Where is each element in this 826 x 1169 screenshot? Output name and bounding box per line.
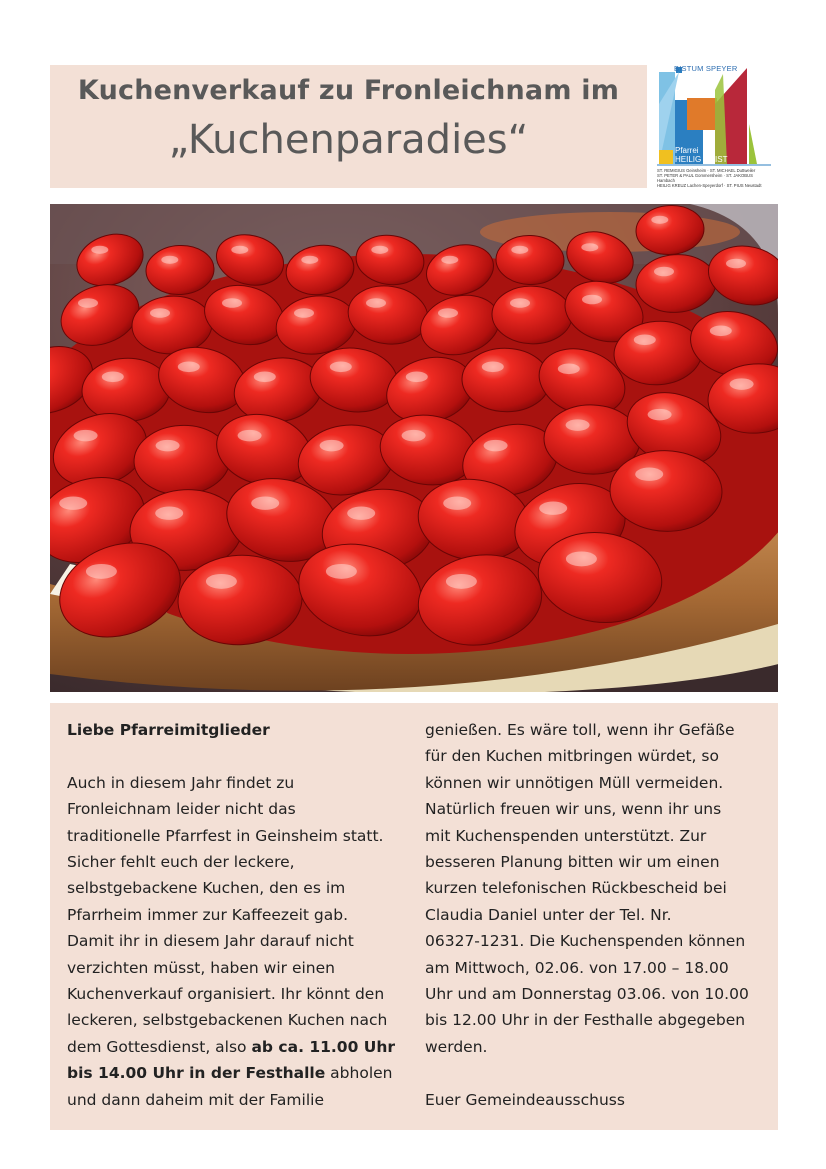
letter-left-column	[67, 717, 407, 1113]
letter-line: mit Kuchenspenden unterstützt. Zur	[425, 826, 707, 845]
letter-line: Damit ihr in diesem Jahr darauf nicht	[67, 932, 354, 951]
letter-line: Claudia Daniel unter der Tel. Nr.	[425, 905, 672, 924]
pickup-time-end: bis 14.00 Uhr in der Festhalle	[67, 1064, 326, 1083]
strawberry-tart-image	[50, 204, 778, 692]
letter-line: Pfarrheim immer zur Kaffeezeit gab.	[67, 905, 349, 924]
letter-line: Auch in diesem Jahr findet zu	[67, 773, 295, 792]
greeting: Liebe Pfarreimitglieder	[67, 721, 270, 739]
letter-line: Sicher fehlt euch der leckere,	[67, 853, 295, 872]
letter-box	[50, 703, 778, 1130]
letter-line: genießen. Es wäre toll, wenn ihr Gefäße	[425, 721, 735, 739]
letter-line: Natürlich freuen wir uns, wenn ihr uns	[425, 800, 722, 819]
letter-line: Fronleichnam leider nicht das	[67, 800, 296, 819]
pickup-time-start: ab ca. 11.00 Uhr	[251, 1037, 396, 1056]
logo-small-print	[657, 168, 771, 188]
page-title: Kuchenverkauf zu Fronleichnam im	[77, 75, 620, 106]
logo-small-line: HEILIG KREUZ Lachen-Speyerdorf · ST. PIUS Neustadt	[657, 183, 762, 188]
letter-right-column	[425, 717, 770, 1113]
letter-line: 06327-1231. Die Kuchenspenden können	[425, 932, 746, 951]
parish-logo	[657, 64, 771, 190]
letter-line: dem Gottesdienst, also ab ca. 11.00 Uhr	[67, 1037, 396, 1056]
letter-line: verzichten müsst, haben wir einen	[67, 958, 335, 977]
letter-line: am Mittwoch, 02.06. von 17.00 – 18.00	[425, 958, 729, 977]
letter-line: leckeren, selbstgebackenen Kuchen nach	[67, 1011, 388, 1030]
letter-line: Uhr und am Donnerstag 03.06. von 10.00	[425, 985, 749, 1004]
letter-line: bis 12.00 Uhr in der Festhalle abgegeben	[425, 1011, 746, 1030]
logo-parish-line2: HEILIG GEIST	[675, 155, 728, 164]
letter-line: für den Kuchen mitbringen würdet, so	[425, 747, 719, 766]
signature: Euer Gemeindeausschuss	[425, 1090, 625, 1109]
title-banner	[50, 65, 647, 188]
logo-parish-text	[675, 146, 727, 164]
letter-line: kurzen telefonischen Rückbescheid bei	[425, 879, 727, 898]
page-subtitle: „Kuchenparadies“	[168, 117, 529, 163]
logo-small-line: ST. REMIGIUS Geinsheim · ST. MICHAEL Duttweiler	[657, 168, 756, 173]
letter-line: Kuchenverkauf organisiert. Ihr könnt den	[67, 985, 385, 1004]
letter-line: traditionelle Pfarrfest in Geinsheim statt.	[67, 826, 384, 845]
logo-small-line: ST. PETER & PAUL Gommersheim · ST. JAKOBUS Hambach	[657, 173, 753, 183]
letter-line: selbstgebackene Kuchen, den es im	[67, 879, 346, 898]
letter-line: besseren Planung bitten wir um einen	[425, 853, 720, 872]
logo-parish-line1: Pfarrei	[675, 146, 699, 155]
letter-line: und dann daheim mit der Familie	[67, 1090, 324, 1109]
letter-line: können wir unnötigen Müll vermeiden.	[425, 773, 724, 792]
logo-brand-text: BISTUM SPEYER	[674, 64, 738, 73]
letter-line: werden.	[425, 1037, 488, 1056]
letter-line: bis 14.00 Uhr in der Festhalle abholen	[67, 1064, 393, 1083]
